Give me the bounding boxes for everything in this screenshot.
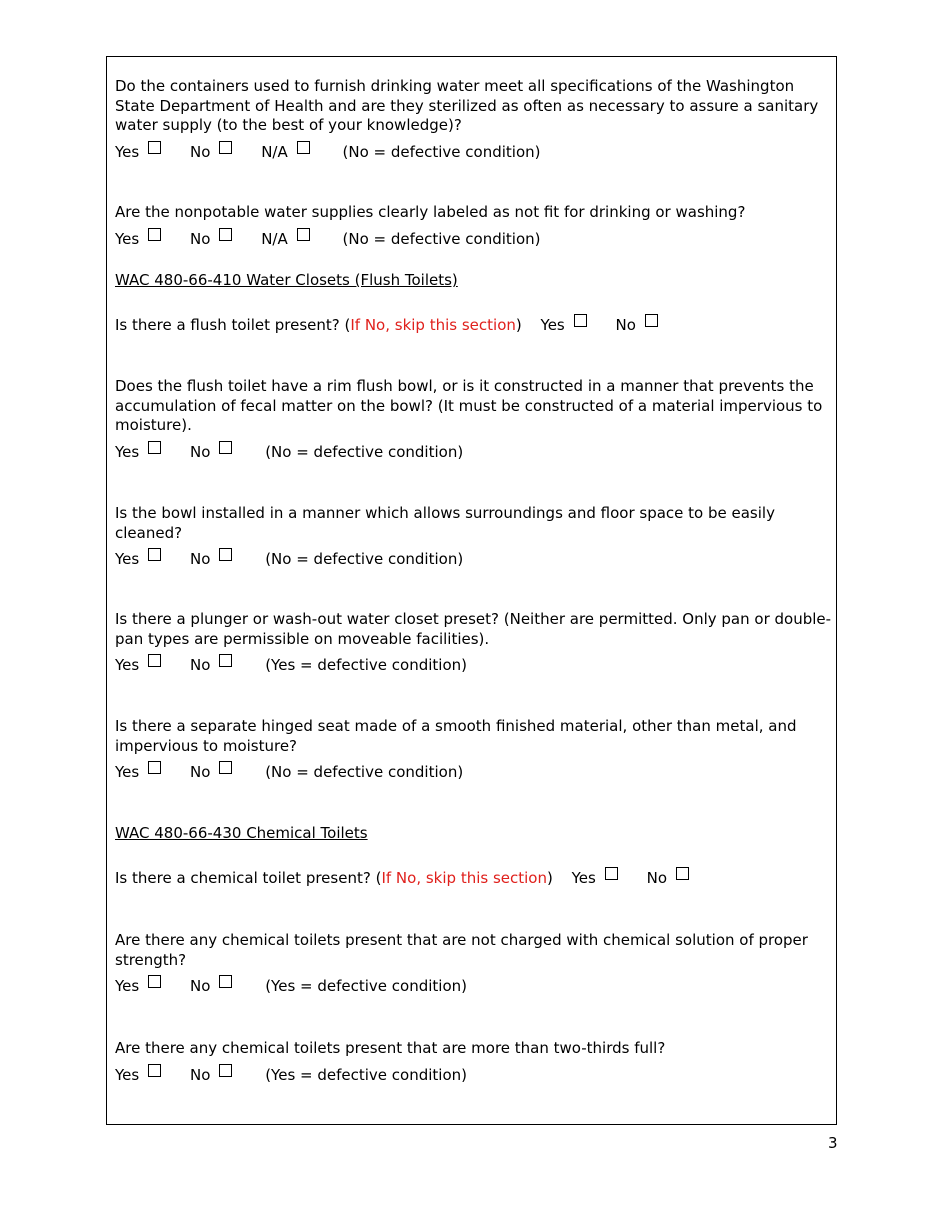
no-checkbox[interactable] xyxy=(219,761,232,774)
no-label: No xyxy=(190,1065,211,1084)
yes-label: Yes xyxy=(115,142,140,161)
yes-checkbox[interactable] xyxy=(148,761,161,774)
yes-checkbox[interactable] xyxy=(148,654,161,667)
question-text: Is there a separate hinged seat made of a smooth finished material, other than metal, and impervious to moisture? xyxy=(115,717,797,755)
no-label: No xyxy=(190,655,211,674)
na-checkbox[interactable] xyxy=(297,141,310,154)
defect-note: (Yes = defective condition) xyxy=(265,1065,467,1084)
defect-note: (Yes = defective condition) xyxy=(265,976,467,995)
question-two-thirds-full xyxy=(115,1039,833,1059)
question-text: Does the flush toilet have a rim flush bowl, or is it constructed in a manner that prevents the accumulation of fecal matter on the bowl? (It must be constructed of a material impervious to moisture). xyxy=(115,377,823,434)
yes-label: Yes xyxy=(115,762,140,781)
no-label: No xyxy=(190,762,211,781)
yes-checkbox[interactable] xyxy=(148,141,161,154)
na-label: N/A xyxy=(261,229,288,248)
answer-row-bowl-installed xyxy=(115,547,463,569)
yes-label: Yes xyxy=(115,1065,140,1084)
gate-text: Is there a flush toilet present? xyxy=(115,315,340,334)
no-label: No xyxy=(190,976,211,995)
no-checkbox[interactable] xyxy=(219,975,232,988)
answer-row-two-thirds-full xyxy=(115,1063,467,1085)
yes-checkbox[interactable] xyxy=(148,975,161,988)
section-heading-chemical-toilets: WAC 480-66-430 Chemical Toilets xyxy=(115,824,368,842)
no-label: No xyxy=(190,549,211,568)
answer-row-chemical-strength xyxy=(115,974,467,996)
yes-label: Yes xyxy=(115,549,140,568)
no-label: No xyxy=(190,229,211,248)
question-bowl-installed xyxy=(115,504,833,543)
yes-label: Yes xyxy=(115,442,140,461)
question-text: Are there any chemical toilets present that are not charged with chemical solution of proper strength? xyxy=(115,931,808,969)
defect-note: (No = defective condition) xyxy=(342,229,541,248)
answer-row-nonpotable xyxy=(115,227,541,249)
yes-label: Yes xyxy=(115,229,140,248)
gate-question-chemical-toilet: Is there a chemical toilet present? (If No, skip this section) Yes No xyxy=(115,866,689,889)
question-text: Is there a plunger or wash-out water closet preset? (Neither are permitted. Only pan or double-pan types are permissible on moveable facilities). xyxy=(115,610,832,648)
no-checkbox[interactable] xyxy=(645,314,658,327)
question-text: Is the bowl installed in a manner which allows surroundings and floor space to be easily cleaned? xyxy=(115,504,775,542)
defect-note: (No = defective condition) xyxy=(265,762,464,781)
no-checkbox[interactable] xyxy=(676,867,689,880)
no-checkbox[interactable] xyxy=(219,141,232,154)
question-hinged-seat xyxy=(115,717,833,756)
question-rim-flush xyxy=(115,377,833,436)
yes-label: Yes xyxy=(540,315,565,334)
yes-checkbox[interactable] xyxy=(148,548,161,561)
gate-question-flush-toilet: Is there a flush toilet present? (If No, skip this section) Yes No xyxy=(115,313,658,336)
na-checkbox[interactable] xyxy=(297,228,310,241)
answer-row-hinged-seat xyxy=(115,760,463,782)
page-number: 3 xyxy=(828,1134,838,1152)
no-checkbox[interactable] xyxy=(219,228,232,241)
answer-row-rim-flush xyxy=(115,440,463,462)
defect-note: (Yes = defective condition) xyxy=(265,655,467,674)
no-label: No xyxy=(646,868,668,887)
no-label: No xyxy=(190,142,211,161)
yes-checkbox[interactable] xyxy=(574,314,587,327)
answer-row-drinking-containers xyxy=(115,140,541,162)
defect-note: (No = defective condition) xyxy=(265,549,464,568)
no-checkbox[interactable] xyxy=(219,548,232,561)
answer-row-plunger xyxy=(115,653,467,675)
no-label: No xyxy=(190,442,211,461)
yes-label: Yes xyxy=(115,976,140,995)
question-drinking-containers xyxy=(115,77,833,136)
yes-label: Yes xyxy=(115,655,140,674)
question-nonpotable xyxy=(115,203,833,223)
no-checkbox[interactable] xyxy=(219,654,232,667)
question-plunger xyxy=(115,610,833,649)
yes-checkbox[interactable] xyxy=(605,867,618,880)
question-text: Are there any chemical toilets present that are more than two-thirds full? xyxy=(115,1039,666,1057)
defect-note: (No = defective condition) xyxy=(342,142,541,161)
na-label: N/A xyxy=(261,142,288,161)
skip-note: If No, skip this section xyxy=(350,315,516,334)
section-heading-water-closets: WAC 480-66-410 Water Closets (Flush Toilets) xyxy=(115,271,458,289)
yes-checkbox[interactable] xyxy=(148,1064,161,1077)
no-checkbox[interactable] xyxy=(219,441,232,454)
no-checkbox[interactable] xyxy=(219,1064,232,1077)
defect-note: (No = defective condition) xyxy=(265,442,464,461)
gate-text: Is there a chemical toilet present? xyxy=(115,868,371,887)
yes-checkbox[interactable] xyxy=(148,441,161,454)
question-text: Do the containers used to furnish drinking water meet all specifications of the Washington State Department of Health and are they sterilized as often as necessary to assure a sanitary water supply (to the best of your knowledge)? xyxy=(115,77,819,134)
yes-label: Yes xyxy=(571,868,596,887)
no-label: No xyxy=(615,315,636,334)
question-chemical-strength xyxy=(115,931,833,970)
question-text: Are the nonpotable water supplies clearly labeled as not fit for drinking or washing? xyxy=(115,203,746,221)
yes-checkbox[interactable] xyxy=(148,228,161,241)
skip-note: If No, skip this section xyxy=(381,868,547,887)
